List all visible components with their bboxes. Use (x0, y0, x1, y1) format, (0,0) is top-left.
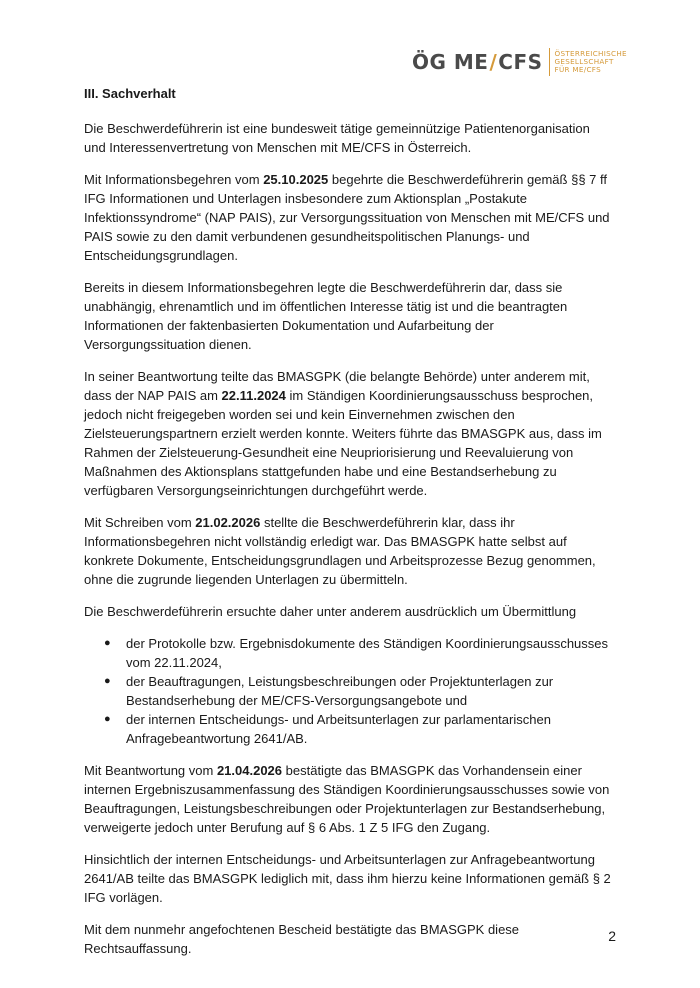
list-item: ● der Protokolle bzw. Ergebnisdokumente des Ständigen Koordinierungsausschusses vom 22.11.2024, (84, 634, 612, 672)
paragraph-request-intro: Die Beschwerdeführerin ersuchte daher unter anderem ausdrücklich um Übermittlung (84, 604, 577, 619)
logo-wordmark-right: CFS (498, 50, 543, 74)
logo-subtitle-line: GESELLSCHAFT (554, 56, 614, 66)
paragraph-information-request: Mit Informationsbegehren vom 25.10.2025 begehrte die Beschwerdeführerin gemäß §§ 7 ff IFG Informationen und Unterlagen insbesondere zum Aktionsplan „Postakute Infektionssyndrome“ (NAP PAIS), zur Versorgungssituation von Menschen mit ME/CFS und PAIS sowie zu den damit verbundenen gesundheitspolitischen Planungs- und Entscheidungsgrundlagen. (84, 172, 610, 263)
logo-wordmark-left: ÖG ME (412, 50, 489, 74)
logo-wordmark (412, 50, 543, 74)
section-heading: III. Sachverhalt (84, 86, 176, 101)
page-number: 2 (608, 928, 616, 944)
organization-logo (412, 47, 627, 77)
date-committee-meeting: 22.11.2024 (221, 388, 286, 403)
document-body (84, 84, 612, 971)
logo-slash: / (489, 50, 498, 74)
paragraph-second-response: Mit Beantwortung vom 21.04.2026 bestätigte das BMASGPK das Vorhandensein einer internen Ergebniszusammenfassung des Ständigen Koordinierungsausschusses sowie von Beauftragungen, Leistungsbeschreibungen oder Projektunterlagen zur Bestandserhebung, verweigerte jedoch unter Berufung auf § 6 Abs. 1 Z 5 IFG den Zugang. (84, 763, 610, 835)
requested-documents-list (84, 634, 612, 748)
list-item: ● der Beauftragungen, Leistungsbeschreibungen oder Projektunterlagen zur Bestandserhebung der ME/CFS-Versorgungsangebote und (84, 672, 612, 710)
paragraph-clarification-letter: Mit Schreiben vom 21.02.2026 stellte die Beschwerdeführerin klar, dass ihr Informationsbegehren nicht vollständig erledigt war. Das BMASGPK hatte selbst auf konkrete Dokumente, Entscheidungsgrundlagen und Arbeitsprozesse Bezug genommen, ohne die zugrunde liegenden Unterlagen zu übermitteln. (84, 515, 596, 587)
logo-divider (549, 48, 550, 76)
date-second-response: 21.04.2026 (216, 763, 283, 778)
list-item: ● der internen Entscheidungs- und Arbeitsunterlagen zur parlamentarischen Anfragebeantwortung 2641/AB. (84, 710, 612, 748)
date-letter: 21.02.2026 (195, 515, 261, 530)
logo-subtitle (555, 50, 627, 75)
paragraph-public-interest: Bereits in diesem Informationsbegehren legte die Beschwerdeführerin dar, dass sie unabhängig, ehrenamtlich und im öffentlichen Interesse tätig ist und die beantragten Informationen der faktenbasierten Dokumentation und Aufarbeitung der Versorgungssituation dienen. (84, 280, 568, 352)
paragraph-organization: Die Beschwerdeführerin ist eine bundesweit tätige gemeinnützige Patientenorganisation und Interessenvertretung von Menschen mit ME/CFS in Österreich. (84, 121, 590, 155)
paragraph-no-information: Hinsichtlich der internen Entscheidungs- und Arbeitsunterlagen zur Anfragebeantwortung 2641/AB teilte das BMASGPK lediglich mit, dass ihm hierzu keine Informationen gemäß § 2 IFG vorlägen. (84, 852, 611, 905)
date-request: 25.10.2025 (263, 172, 329, 187)
paragraph-decision: Mit dem nunmehr angefochtenen Bescheid bestätigte das BMASGPK diese Rechtsauffassung. (84, 922, 520, 956)
logo-subtitle-line: ÖSTERREICHISCHE (554, 48, 627, 58)
paragraph-ministry-response: In seiner Beantwortung teilte das BMASGPK (die belangte Behörde) unter anderem mit, dass der NAP PAIS am 22.11.2024 im Ständigen Koordinierungsausschuss besprochen, jedoch nicht freigegeben worden sei und kein Einvernehmen zwischen den Zielsteuerungspartnern erzielt werden konnte. Weiters führte das BMASGPK aus, dass im Rahmen der Zielsteuerung-Gesundheit eine Neupriorisierung und Reevaluierung von Maßnahmen des Aktionsplans stattgefunden habe und eine Bestandserhebung zu verfügbaren Versorgungseinrichtungen durchgeführt werde. (84, 369, 602, 498)
logo-subtitle-line: FÜR ME/CFS (554, 65, 601, 75)
